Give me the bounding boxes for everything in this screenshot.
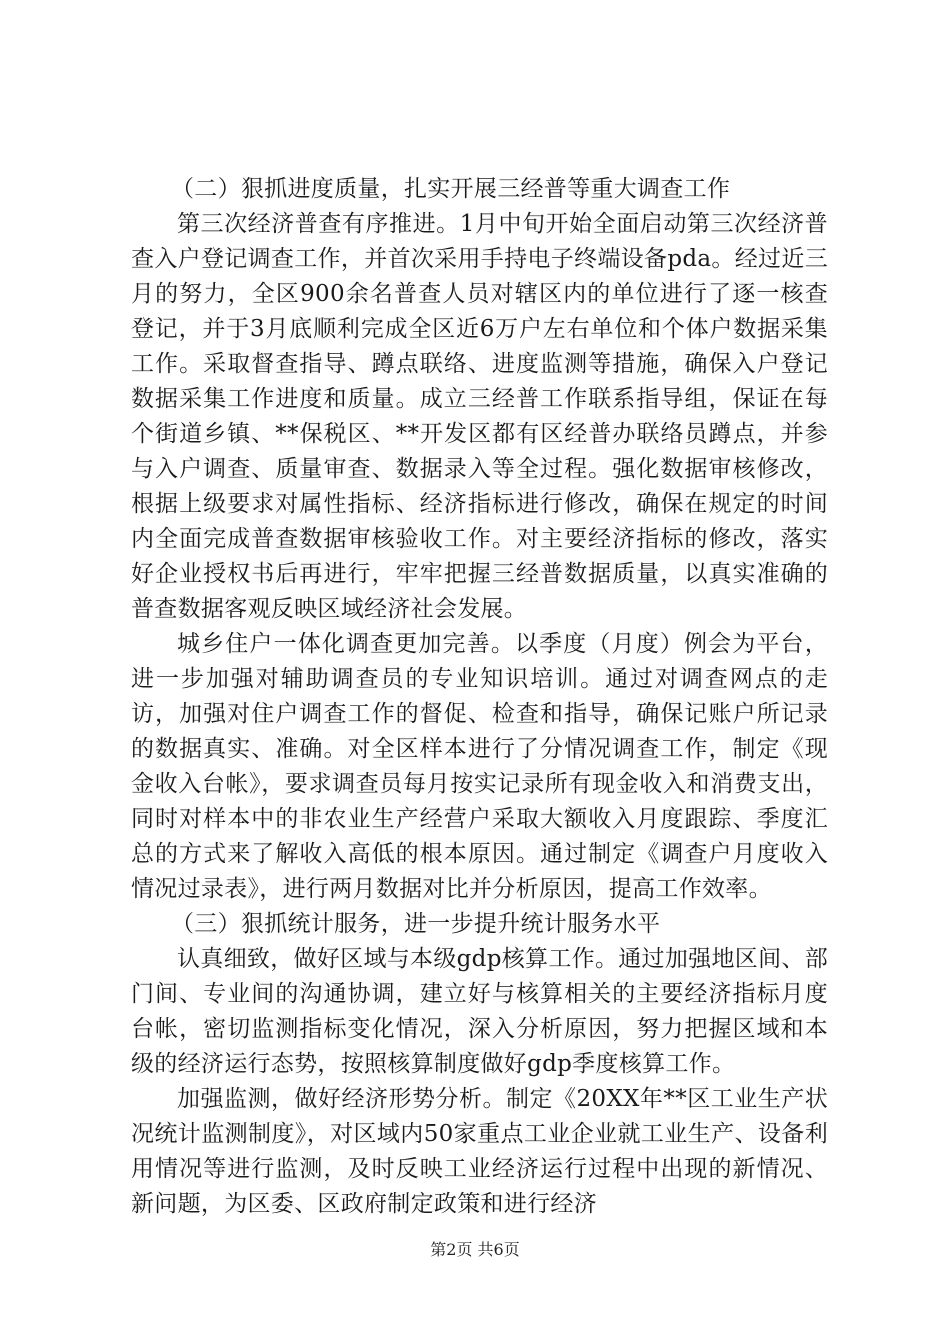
paragraph-economic-monitoring: 加强监测，做好经济形势分析。制定《20XX年**区工业生产状况统计监测制度》，对区域内50家重点工业企业就工业生产、设备利用情况等进行监测，及时反映工业经济运行过程中出现的新情况、新问题，为区委、区政府制定政策和进行经济 [131,1086,828,1217]
section-heading-3: （三）狠抓统计服务，进一步提升统计服务水平 [171,911,661,937]
section-heading-2: （二）狠抓进度质量，扎实开展三经普等重大调查工作 [171,176,731,202]
document-body [131,172,828,1222]
paragraph-gdp-accounting: 认真细致，做好区域与本级gdp核算工作。通过加强地区间、部门间、专业间的沟通协调，建立好与核算相关的主要经济指标月度台帐，密切监测指标变化情况，深入分析原因，努力把握区域和本级的经济运行态势，按照核算制度做好gdp季度核算工作。 [131,946,828,1077]
paragraph-household-survey: 城乡住户一体化调查更加完善。以季度（月度）例会为平台，进一步加强对辅助调查员的专业知识培训。通过对调查网点的走访，加强对住户调查工作的督促、检查和指导，确保记账户所记录的数据真实、准确。对全区样本进行了分情况调查工作，制定《现金收入台帐》，要求调查员每月按实记录所有现金收入和消费支出，同时对样本中的非农业生产经营户采取大额收入月度跟踪、季度汇总的方式来了解收入高低的根本原因。通过制定《调查户月度收入情况过录表》，进行两月数据对比并分析原因，提高工作效率。 [131,631,828,902]
paragraph-economic-census: 第三次经济普查有序推进。1月中旬开始全面启动第三次经济普查入户登记调查工作，并首次采用手持电子终端设备pda。经过近三月的努力，全区900余名普查人员对辖区内的单位进行了逐一核查登记，并于3月底顺利完成全区近6万户左右单位和个体户数据采集工作。采取督查指导、蹲点联络、进度监测等措施，确保入户登记数据采集工作进度和质量。成立三经普工作联系指导组，保证在每个街道乡镇、**保税区、**开发区都有区经普办联络员蹲点，并参与入户调查、质量审查、数据录入等全过程。强化数据审核修改，根据上级要求对属性指标、经济指标进行修改，确保在规定的时间内全面完成普查数据审核验收工作。对主要经济指标的修改，落实好企业授权书后再进行，牢牢把握三经普数据质量，以真实准确的普查数据客观反映区域经济社会发展。 [131,211,828,622]
page-number-footer: 第2页 共6页 [430,1240,520,1259]
